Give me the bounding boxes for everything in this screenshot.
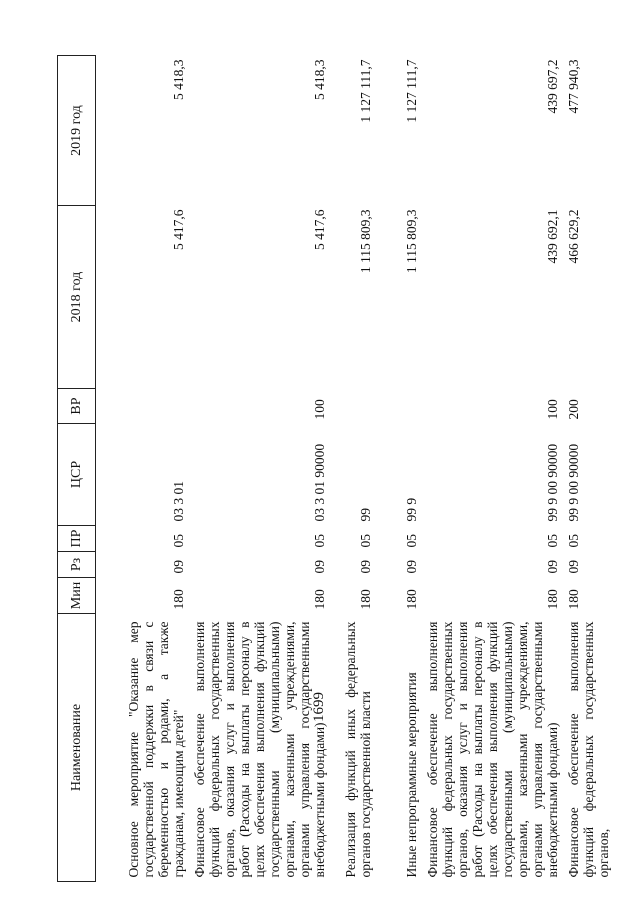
cell-2019: 1 127 111,7 (358, 59, 373, 123)
cell-2019: 439 697,2 (545, 59, 560, 114)
header-rz: Рз (58, 552, 96, 578)
table-row (564, 56, 615, 882)
header-vr: ВР (58, 389, 96, 424)
cell-vr: 200 (566, 399, 581, 420)
cell-vr: 100 (545, 399, 560, 420)
cell-pr: 05 (358, 534, 373, 548)
cell-2018: 1 115 809,3 (404, 209, 419, 274)
header-2019: 2019 год (58, 56, 96, 206)
cell-pr: 05 (566, 534, 581, 548)
cell-name: Основное мероприятие "Оказание мер государственной поддержки в связи с беременностью и родами, а также гражданам, имеющим детей" (126, 621, 186, 878)
cell-csr: 99 9 (404, 497, 419, 522)
cell-2018: 439 692,1 (545, 209, 560, 264)
table-row (331, 56, 377, 882)
header-csr: ЦСР (58, 424, 96, 526)
cell-min: 180 (545, 589, 560, 610)
cell-rz: 09 (545, 560, 560, 574)
cell-rz: 09 (171, 560, 186, 574)
cell-min: 180 (358, 589, 373, 610)
cell-name: Финансовое обеспечение выполнения функций федеральных государственных органов, оказания услуг и выполнения работ (Расходы на выплаты персоналу в целях обеспечения выполнения функций государственными (муниципальными) органами, казенными учреждениями, органами управления государственными внебюджетными фондами) (192, 621, 327, 878)
cell-min: 180 (312, 589, 327, 610)
page-number: 1699 (311, 692, 327, 722)
cell-rz: 09 (358, 560, 373, 574)
cell-pr: 05 (404, 534, 419, 548)
table-row (377, 56, 423, 882)
header-2018: 2018 год (58, 206, 96, 389)
cell-min: 180 (404, 589, 419, 610)
budget-table-rotated (57, 56, 611, 882)
cell-2019: 5 418,3 (312, 59, 327, 100)
cell-rz: 09 (404, 560, 419, 574)
cell-csr: 03 3 01 (171, 481, 186, 522)
cell-csr: 03 3 01 90000 (312, 443, 327, 522)
cell-2018: 5 417,6 (171, 209, 186, 250)
cell-csr: 99 9 00 90000 (566, 443, 581, 522)
cell-rz: 09 (312, 560, 327, 574)
table-row (96, 56, 191, 882)
cell-name: Финансовое обеспечение выполнения функций федеральных государственных органов, оказания услуг и выполнения работ (Расходы на выплаты персоналу в целях обеспечения выполнения функций государственными (муниципальными) органами, казенными учреждениями, органами управления государственными внебюджетными фондами) (425, 621, 560, 878)
cell-vr (377, 389, 423, 424)
header-pr: ПР (58, 526, 96, 552)
cell-rz: 09 (566, 560, 581, 574)
table-body (96, 56, 616, 882)
cell-name: Финансовое обеспечение выполнения функций федеральных государственных органов, (566, 621, 611, 878)
cell-pr: 05 (171, 534, 186, 548)
cell-name: Реализация функций иных федеральных органов государственной власти (343, 621, 373, 878)
cell-vr: 100 (312, 399, 327, 420)
table-header (58, 56, 96, 882)
budget-table (57, 55, 615, 882)
cell-min: 180 (566, 589, 581, 610)
table-row (423, 56, 564, 882)
cell-pr: 05 (312, 534, 327, 548)
cell-csr: 99 (358, 508, 373, 522)
cell-vr (331, 389, 377, 424)
cell-vr (96, 389, 191, 424)
cell-name: Иные непрограммные мероприятия (404, 672, 419, 878)
cell-2019: 1 127 111,7 (404, 59, 419, 123)
table-row (190, 56, 331, 882)
cell-2018: 466 629,2 (566, 209, 581, 264)
cell-min: 180 (171, 589, 186, 610)
cell-csr: 99 9 00 90000 (545, 443, 560, 522)
cell-2019: 477 940,3 (566, 59, 581, 114)
header-name: Наименование (58, 614, 96, 882)
cell-2019: 5 418,3 (171, 59, 186, 100)
cell-pr: 05 (545, 534, 560, 548)
header-min: Мин (58, 578, 96, 614)
cell-2018: 1 115 809,3 (358, 209, 373, 274)
cell-2018: 5 417,6 (312, 209, 327, 250)
